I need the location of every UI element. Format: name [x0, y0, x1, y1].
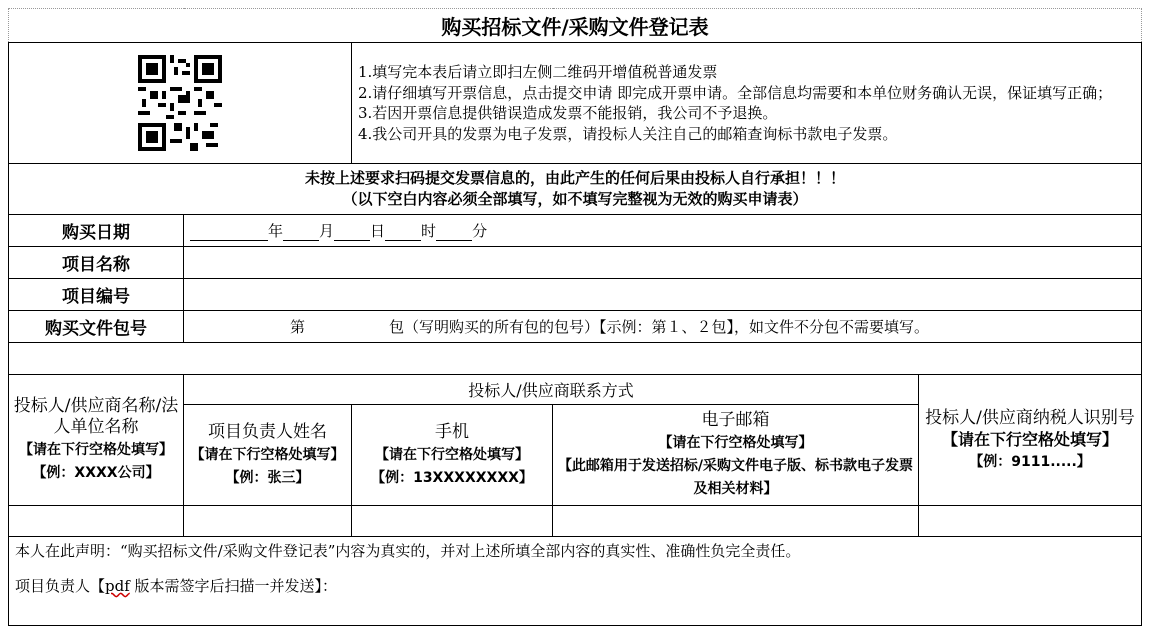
- phone-header: [352, 405, 553, 506]
- email-usage: 【此邮箱用于发送招标/采购文件电子版、标书款电子发票及相关材料】: [557, 458, 914, 497]
- instructions-cell: [352, 43, 1142, 164]
- bidder-name-example: 【例：XXXX公司】: [32, 465, 160, 481]
- signature-pdf: pdf: [105, 577, 130, 595]
- qr-code-cell: [9, 43, 352, 164]
- project-number-field[interactable]: [184, 279, 1142, 311]
- date-year-unit: 年: [268, 222, 284, 240]
- warning-line-2: （以下空白内容必须全部填写，如不填写完整视为无效的购买申请表）: [342, 190, 808, 208]
- bidder-name-header: [9, 375, 184, 506]
- form-table: [8, 8, 1142, 626]
- phone-note: 【请在下行空格处填写】: [375, 446, 529, 463]
- instruction-4: 4.我公司开具的发票为电子发票，请投标人关注自己的邮箱查询标书款电子发票。: [358, 124, 898, 143]
- warning-cell: [9, 164, 1142, 215]
- bidder-name-input[interactable]: [9, 506, 184, 537]
- instruction-1: 1.填写完本表后请立即扫左侧二维码开增值税普通发票: [358, 63, 718, 81]
- tax-id-title: 投标人/供应商纳税人识别号: [925, 407, 1135, 428]
- tax-id-header: [919, 375, 1142, 506]
- date-month-unit: 月: [319, 222, 335, 240]
- email-title: 电子邮箱: [701, 410, 770, 430]
- signature-line[interactable]: [15, 576, 1135, 597]
- qr-code-image[interactable]: [138, 55, 222, 151]
- email-header: [553, 405, 919, 506]
- signature-suffix: 版本需签字后扫描一并发送】：: [129, 577, 338, 595]
- form-title: 购买招标文件/采购文件登记表: [9, 9, 1142, 43]
- tax-id-input[interactable]: [919, 506, 1142, 537]
- package-instruction: 包（写明购买的所有包的包号）【示例：第１、２包】，如文件不分包不需要填写。: [389, 318, 930, 336]
- pm-name-example: 【例：张三】: [225, 469, 310, 486]
- package-label: 购买文件包号: [9, 311, 184, 343]
- phone-example: 【例：13XXXXXXXX】: [371, 469, 533, 486]
- date-day-unit: 日: [370, 222, 386, 240]
- registration-form: [8, 8, 1141, 626]
- bidder-name-title: 投标人/供应商名称/法人单位名称: [13, 396, 179, 437]
- package-prefix: 第: [290, 318, 306, 336]
- pm-name-note: 【请在下行空格处填写】: [190, 446, 345, 463]
- contact-header: 投标人/供应商联系方式: [184, 375, 919, 405]
- declaration-text: 本人在此声明：“购买招标文件/采购文件登记表”内容为真实的，并对上述所填全部内容的真实性、准确性负完全责任。: [15, 542, 801, 560]
- pm-name-input[interactable]: [184, 506, 352, 537]
- phone-title: 手机: [435, 421, 469, 442]
- signature-prefix: 项目负责人【: [15, 577, 106, 595]
- pm-name-title: 项目负责人姓名: [208, 421, 327, 442]
- package-field[interactable]: [184, 311, 1142, 343]
- project-number-label: 项目编号: [9, 279, 184, 311]
- instruction-2: 2.请仔细填写开票信息，点击提交申请 即完成开票申请。全部信息均需要和本单位财务确认无误，保证填写正确；: [358, 83, 1113, 102]
- tax-id-note: 【请在下行空格处填写】: [942, 429, 1119, 449]
- blank-row: [9, 343, 1142, 375]
- tax-id-example: 【例：9111.....】: [969, 453, 1091, 470]
- warning-line-1: 未按上述要求扫码提交发票信息的，由此产生的任何后果由投标人自行承担！！！: [305, 169, 846, 187]
- date-minute-unit: 分: [472, 222, 488, 240]
- purchase-date-field[interactable]: [184, 215, 1142, 247]
- purchase-date-label: 购买日期: [9, 215, 184, 247]
- email-note: 【请在下行空格处填写】: [658, 435, 813, 451]
- project-name-label: 项目名称: [9, 247, 184, 279]
- declaration-cell: [9, 537, 1142, 626]
- pm-name-header: [184, 405, 352, 506]
- phone-input[interactable]: [352, 506, 553, 537]
- date-hour-unit: 时: [421, 222, 437, 240]
- email-input[interactable]: [553, 506, 919, 537]
- project-name-field[interactable]: [184, 247, 1142, 279]
- instruction-3: 3.若因开票信息提供错误造成发票不能报销，我公司不予退换。: [358, 104, 778, 122]
- bidder-name-note: 【请在下行空格处填写】: [19, 442, 173, 458]
